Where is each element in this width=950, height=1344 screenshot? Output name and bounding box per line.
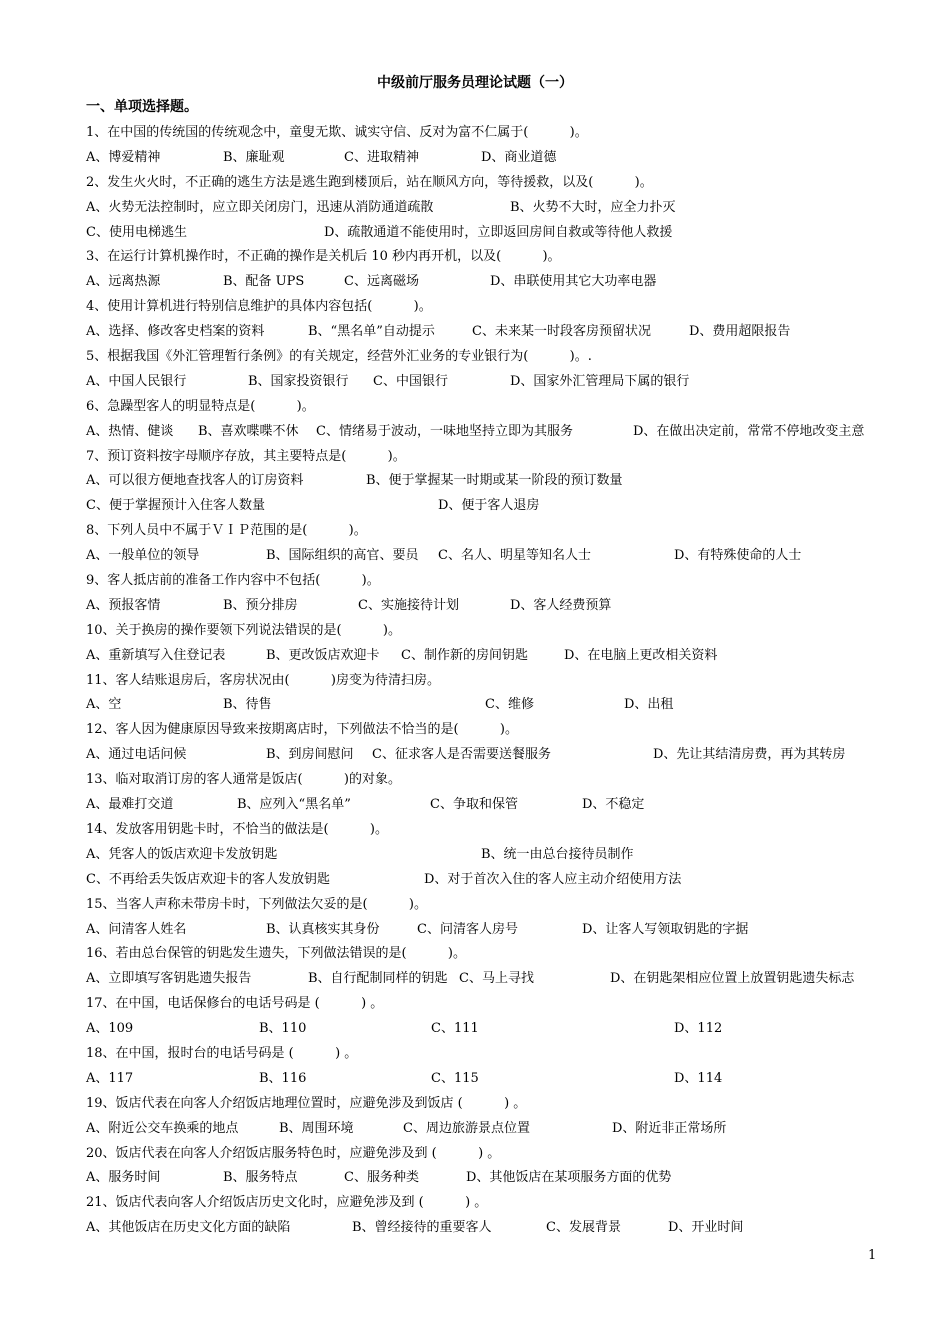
option-c: C、发展背景 xyxy=(546,1220,621,1236)
option-b: B、更改饭店欢迎卡 xyxy=(266,647,380,663)
option-a: A、附近公交车换乘的地点 xyxy=(86,1120,239,1136)
question-text: 7、预订资料按字母顺序存放，其主要特点是( )。 xyxy=(86,448,406,464)
option-a: A、一般单位的领导 xyxy=(86,548,200,564)
question-list xyxy=(86,121,886,1241)
option-d: D、114 xyxy=(674,1070,723,1086)
question-text: 13、临对取消订房的客人通常是饭店( )的对象。 xyxy=(86,772,402,788)
option-b: B、国际组织的高官、要员 xyxy=(266,548,419,564)
option-c: C、115 xyxy=(431,1070,479,1086)
question-text: 4、使用计算机进行特别信息维护的具体内容包括( )。 xyxy=(86,299,432,315)
option-b: B、110 xyxy=(259,1021,307,1037)
option-line xyxy=(86,544,886,569)
option-a: A、最难打交道 xyxy=(86,797,174,813)
option-d: D、国家外汇管理局下属的银行 xyxy=(510,373,690,389)
option-c: C、服务种类 xyxy=(344,1170,419,1186)
option-b: B、“黑名单”自动提示 xyxy=(308,324,435,340)
option-line xyxy=(86,370,886,395)
option-line xyxy=(86,1216,886,1241)
option-a: A、火势无法控制时，应立即关闭房门，迅速从消防通道疏散 xyxy=(86,199,434,215)
option-line xyxy=(86,594,886,619)
question-text: 20、饭店代表在向客人介绍饭店服务特色时，应避免涉及到 ( ) 。 xyxy=(86,1145,501,1161)
option-line xyxy=(86,221,886,246)
option-b: B、廉耻观 xyxy=(223,149,285,165)
option-c: C、维修 xyxy=(485,697,534,713)
option-a: A、通过电话问候 xyxy=(86,747,187,763)
question-text: 2、发生火火时，不正确的逃生方法是逃生跑到楼顶后，站在顺风方向，等待援救，以及( )。 xyxy=(86,174,653,190)
option-b: B、预分排房 xyxy=(223,597,298,613)
question-line xyxy=(86,519,886,544)
option-c: C、问清客人房号 xyxy=(417,921,518,937)
option-a: A、空 xyxy=(86,697,122,713)
question-text: 11、客人结账退房后，客房状况由( )房变为待清扫房。 xyxy=(86,672,441,688)
option-line xyxy=(86,843,886,868)
option-d: D、客人经费预算 xyxy=(510,597,612,613)
option-c: C、使用电梯逃生 xyxy=(86,224,187,240)
option-b: B、服务特点 xyxy=(223,1170,298,1186)
option-c: C、周边旅游景点位置 xyxy=(403,1120,530,1136)
option-d: D、在钥匙架相应位置上放置钥匙遗失标志 xyxy=(610,971,855,987)
question-text: 10、关于换房的操作要领下列说法错误的是( )。 xyxy=(86,622,402,638)
question-text: 8、下列人员中不属于ＶＩＰ范围的是( )。 xyxy=(86,523,367,539)
option-b: B、周围环境 xyxy=(279,1120,354,1136)
question-text: 21、饭店代表向客人介绍饭店历史文化时，应避免涉及到 ( ) 。 xyxy=(86,1195,488,1211)
option-d: D、让客人写领取钥匙的字据 xyxy=(582,921,749,937)
option-c: C、实施接待计划 xyxy=(358,597,459,613)
option-line xyxy=(86,868,886,893)
option-a: A、预报客情 xyxy=(86,597,161,613)
question-text: 14、发放客用钥匙卡时，不恰当的做法是( )。 xyxy=(86,821,389,837)
question-line xyxy=(86,992,886,1017)
option-line xyxy=(86,1166,886,1191)
option-d: D、便于客人退房 xyxy=(438,498,540,514)
option-b: B、待售 xyxy=(223,697,272,713)
option-c: C、争取和保管 xyxy=(430,797,518,813)
question-text: 16、若由总台保管的钥匙发生遗失，下列做法错误的是( )。 xyxy=(86,946,467,962)
option-d: D、商业道德 xyxy=(481,149,557,165)
option-c: C、远离磁场 xyxy=(344,274,419,290)
option-d: D、开业时间 xyxy=(668,1220,744,1236)
option-line xyxy=(86,967,886,992)
question-text: 12、客人因为健康原因导致来按期离店时，下列做法不恰当的是( )。 xyxy=(86,722,519,738)
option-b: B、国家投资银行 xyxy=(248,373,349,389)
option-c: C、情绪易于波动，一味地坚持立即为其服务 xyxy=(316,423,573,439)
option-line xyxy=(86,743,886,768)
option-b: B、认真核实其身份 xyxy=(266,921,380,937)
option-line xyxy=(86,1017,886,1042)
section-title: 一、单项选择题。 xyxy=(86,99,198,115)
option-a: A、109 xyxy=(86,1021,134,1037)
option-d: D、112 xyxy=(674,1021,723,1037)
question-line xyxy=(86,768,886,793)
question-line xyxy=(86,121,886,146)
option-a: A、其他饭店在历史文化方面的缺陷 xyxy=(86,1220,291,1236)
question-line xyxy=(86,1142,886,1167)
option-d: D、对于首次入住的客人应主动介绍使用方法 xyxy=(424,871,682,887)
question-line xyxy=(86,718,886,743)
option-c: C、中国银行 xyxy=(373,373,448,389)
option-a: A、远离热源 xyxy=(86,274,161,290)
option-c: C、马上寻找 xyxy=(459,971,534,987)
option-line xyxy=(86,270,886,295)
option-b: B、便于掌握某一时期或某一阶段的预订数量 xyxy=(366,473,623,489)
question-line xyxy=(86,171,886,196)
option-line xyxy=(86,1117,886,1142)
question-line xyxy=(86,893,886,918)
option-d: D、不稳定 xyxy=(582,797,645,813)
page-number: 1 xyxy=(868,1248,877,1263)
option-d: D、其他饭店在某项服务方面的优势 xyxy=(466,1170,672,1186)
question-line xyxy=(86,1092,886,1117)
option-line xyxy=(86,918,886,943)
option-b: B、应列入“黑名单” xyxy=(237,797,351,813)
question-line xyxy=(86,295,886,320)
option-line xyxy=(86,196,886,221)
option-line xyxy=(86,320,886,345)
question-text: 18、在中国，报时台的电话号码是 ( ) 。 xyxy=(86,1045,358,1061)
option-line xyxy=(86,693,886,718)
option-d: D、出租 xyxy=(624,697,674,713)
option-d: D、附近非正常场所 xyxy=(612,1120,727,1136)
option-c: C、未来某一时段客房预留状况 xyxy=(472,324,651,340)
option-a: A、立即填写客钥匙遗失报告 xyxy=(86,971,252,987)
question-text: 15、当客人声称未带房卡时，下列做法欠妥的是( )。 xyxy=(86,896,428,912)
option-b: B、火势不大时，应全力扑灭 xyxy=(510,199,676,215)
option-c: C、征求客人是否需要送餐服务 xyxy=(372,747,551,763)
option-c: C、名人、明星等知名人士 xyxy=(438,548,591,564)
option-b: B、到房间慰问 xyxy=(266,747,354,763)
option-a: A、服务时间 xyxy=(86,1170,161,1186)
option-a: A、问清客人姓名 xyxy=(86,921,187,937)
option-d: D、在做出决定前，常常不停地改变主意 xyxy=(633,423,865,439)
option-d: D、在电脑上更改相关资料 xyxy=(564,647,718,663)
option-c: C、111 xyxy=(431,1021,479,1037)
page-title: 中级前厅服务员理论试题（一） xyxy=(377,75,573,91)
option-c: C、不再给丢失饭店欢迎卡的客人发放钥匙 xyxy=(86,871,330,887)
question-line xyxy=(86,395,886,420)
question-text: 3、在运行计算机操作时，不正确的操作是关机后 10 秒内再开机，以及( )。 xyxy=(86,249,561,265)
option-line xyxy=(86,469,886,494)
option-line xyxy=(86,793,886,818)
option-b: B、统一由总台接待员制作 xyxy=(481,846,634,862)
option-line xyxy=(86,1067,886,1092)
option-a: A、热情、健谈 xyxy=(86,423,174,439)
option-b: B、喜欢喋喋不休 xyxy=(198,423,299,439)
option-d: D、疏散通道不能使用时，立即返回房间自救或等待他人救援 xyxy=(324,224,673,240)
option-line xyxy=(86,146,886,171)
option-c: C、制作新的房间钥匙 xyxy=(401,647,528,663)
question-text: 5、根据我国《外汇管理暂行条例》的有关规定，经营外汇业务的专业银行为( )。. xyxy=(86,349,592,365)
question-line xyxy=(86,1042,886,1067)
option-b: B、曾经接待的重要客人 xyxy=(352,1220,492,1236)
question-text: 9、客人抵店前的准备工作内容中不包括( )。 xyxy=(86,573,380,589)
option-d: D、先让其结清房费，再为其转房 xyxy=(653,747,846,763)
option-a: A、博爱精神 xyxy=(86,149,161,165)
option-b: B、自行配制同样的钥匙 xyxy=(308,971,448,987)
question-line xyxy=(86,445,886,470)
question-line xyxy=(86,245,886,270)
question-text: 17、在中国，电话保修台的电话号码是 ( ) 。 xyxy=(86,996,384,1012)
option-a: A、可以很方便地查找客人的订房资料 xyxy=(86,473,304,489)
question-text: 1、在中国的传统国的传统观念中，童叟无欺、诚实守信、反对为富不仁属于( )。 xyxy=(86,125,588,140)
question-line xyxy=(86,345,886,370)
question-line xyxy=(86,569,886,594)
option-line xyxy=(86,494,886,519)
question-line xyxy=(86,669,886,694)
option-c: C、便于掌握预计入住客人数量 xyxy=(86,498,265,514)
option-a: A、选择、修改客史档案的资料 xyxy=(86,324,265,340)
option-b: B、配备 UPS xyxy=(223,274,305,290)
question-line xyxy=(86,619,886,644)
option-a: A、117 xyxy=(86,1070,134,1086)
question-line xyxy=(86,942,886,967)
option-d: D、费用超限报告 xyxy=(689,324,791,340)
question-text: 19、饭店代表在向客人介绍饭店地理位置时，应避免涉及到饭店 ( ) 。 xyxy=(86,1095,527,1111)
option-a: A、重新填写入住登记表 xyxy=(86,647,226,663)
question-line xyxy=(86,1191,886,1216)
option-b: B、116 xyxy=(259,1070,307,1086)
option-a: A、凭客人的饭店欢迎卡发放钥匙 xyxy=(86,846,278,862)
option-d: D、有特殊使命的人士 xyxy=(674,548,802,564)
option-line xyxy=(86,420,886,445)
question-line xyxy=(86,818,886,843)
option-a: A、中国人民银行 xyxy=(86,373,187,389)
question-text: 6、急躁型客人的明显特点是( )。 xyxy=(86,398,315,414)
option-d: D、串联使用其它大功率电器 xyxy=(490,274,657,290)
option-c: C、进取精神 xyxy=(344,149,419,165)
option-line xyxy=(86,644,886,669)
